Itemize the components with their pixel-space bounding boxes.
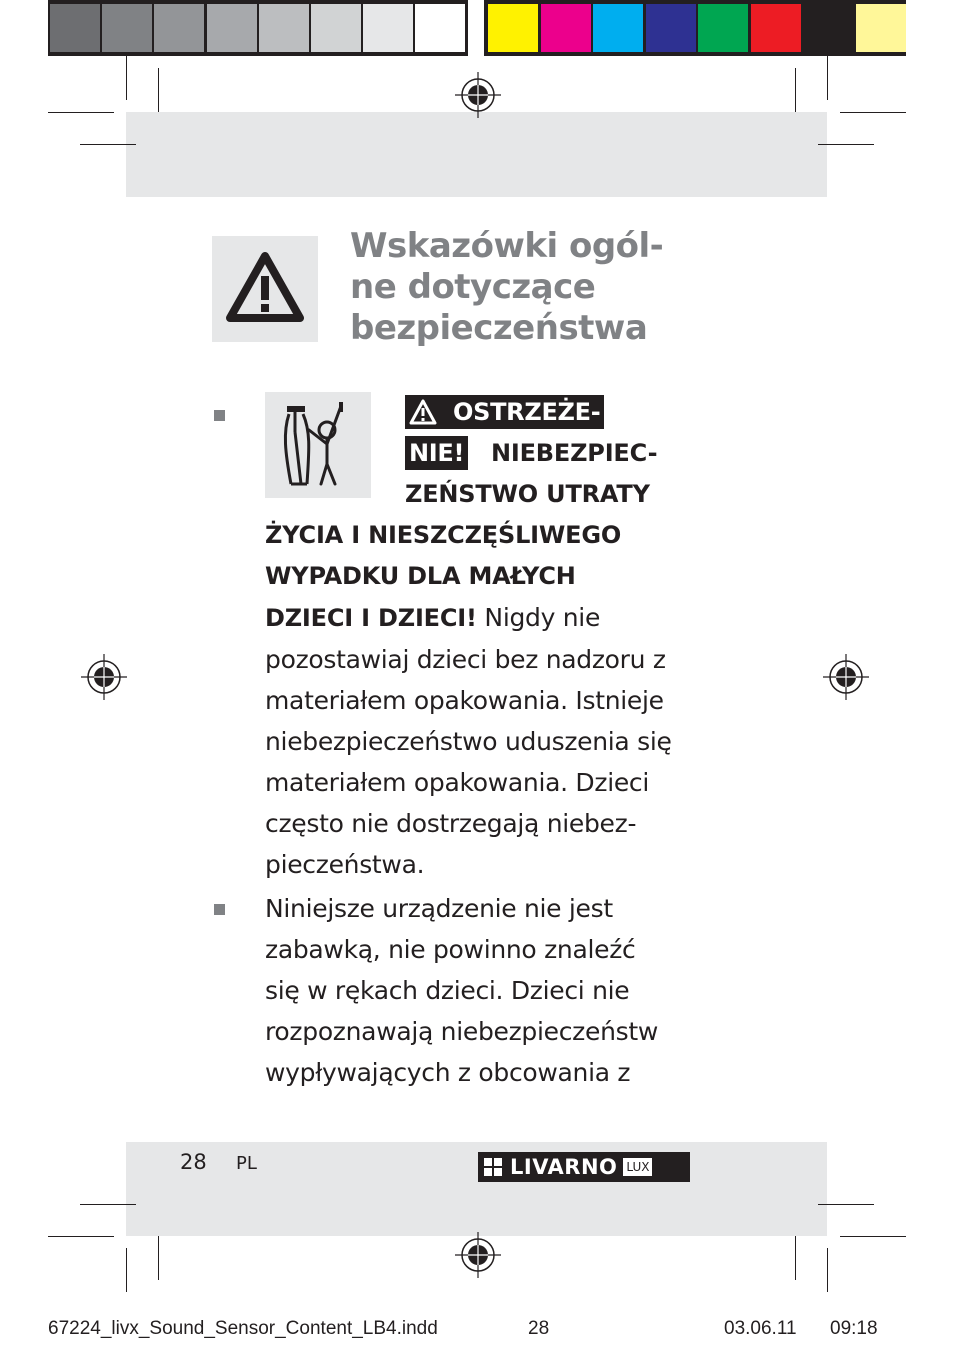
gray-swatch — [311, 4, 361, 52]
section-title — [350, 226, 770, 349]
text-line — [265, 597, 705, 639]
livarno-lux-logo — [478, 1152, 690, 1182]
text-line: WYPADKU DLA MAŁYCH — [265, 562, 576, 590]
color-swatch — [803, 4, 853, 52]
registration-mark-icon — [81, 654, 127, 700]
text-line — [265, 474, 705, 515]
title-line: bezpieczeństwa — [350, 308, 648, 348]
text-line: materiałem opakowania. Dzieci — [265, 768, 650, 797]
warning-badge-text: NIE! — [405, 436, 468, 470]
text-line: rozpoznawają niebezpieczeństw — [265, 1017, 658, 1046]
color-swatch — [541, 4, 591, 52]
warning-badge-label — [405, 395, 604, 429]
warning-paragraph — [265, 392, 705, 885]
text-line: zabawką, nie powinno znaleźć — [265, 935, 636, 964]
title-line: Wskazówki ogól- — [350, 226, 664, 266]
brand-name: LIVARNO — [510, 1155, 618, 1179]
text-line: się w rękach dzieci. Dzieci nie — [265, 976, 630, 1005]
slug-page: 28 — [528, 1318, 550, 1339]
slug-filename: 67224_livx_Sound_Sensor_Content_LB4.indd — [48, 1318, 438, 1339]
gray-swatch — [50, 4, 100, 52]
slug-date: 03.06.11 — [724, 1318, 797, 1339]
color-swatch — [856, 4, 906, 52]
text-line: Niniejsze urządzenie nie jest — [265, 894, 613, 923]
text-line: pieczeństwa. — [265, 850, 425, 879]
text-line: ZEŃSTWO UTRATY — [405, 480, 650, 508]
text-line: niebezpieczeństwo uduszenia się — [265, 727, 672, 756]
emphasis-text: DZIECI I DZIECI! — [265, 604, 477, 632]
registration-mark-icon — [455, 1232, 501, 1278]
text-line: NIEBEZPIEC- — [491, 439, 658, 467]
text-line — [265, 433, 705, 474]
toy-warning-paragraph — [265, 888, 705, 1093]
text-line: pozostawiaj dzieci bez nadzoru z — [265, 645, 666, 674]
bullet-square — [214, 410, 225, 421]
warning-icon-box — [212, 236, 318, 342]
gray-swatch — [415, 4, 465, 52]
text-line: często nie dostrzegają niebez- — [265, 809, 637, 838]
gray-swatch — [207, 4, 257, 52]
warning-badge-line — [265, 392, 705, 433]
text-fragment: Nigdy nie — [476, 603, 601, 632]
warning-badge-text: OSTRZEŻE- — [453, 398, 601, 426]
registration-mark-icon — [823, 654, 869, 700]
slug-time: 09:18 — [830, 1318, 878, 1339]
text-line: materiałem opakowania. Istnieje — [265, 686, 664, 715]
gray-swatch — [102, 4, 152, 52]
registration-mark-icon — [455, 72, 501, 118]
logo-squares-icon — [484, 1156, 508, 1178]
text-line: wypływających z obcowania z — [265, 1058, 631, 1087]
color-swatch — [646, 4, 696, 52]
bullet-square — [214, 904, 225, 915]
warning-triangle-icon — [409, 399, 437, 425]
footer-band — [126, 1142, 827, 1236]
gray-swatch — [259, 4, 309, 52]
gray-swatch — [154, 4, 204, 52]
page-number: 28 — [180, 1150, 207, 1174]
gray-swatch — [363, 4, 413, 52]
brand-suffix: LUX — [623, 1158, 652, 1176]
color-swatch — [488, 4, 538, 52]
color-swatch — [751, 4, 801, 52]
header-band — [126, 112, 827, 197]
warning-triangle-icon — [212, 236, 318, 342]
color-swatch — [698, 4, 748, 52]
language-code: PL — [236, 1153, 257, 1174]
text-line: ŻYCIA I NIESZCZĘŚLIWEGO — [265, 521, 622, 549]
title-line: ne dotyczące — [350, 267, 596, 307]
color-swatch — [593, 4, 643, 52]
